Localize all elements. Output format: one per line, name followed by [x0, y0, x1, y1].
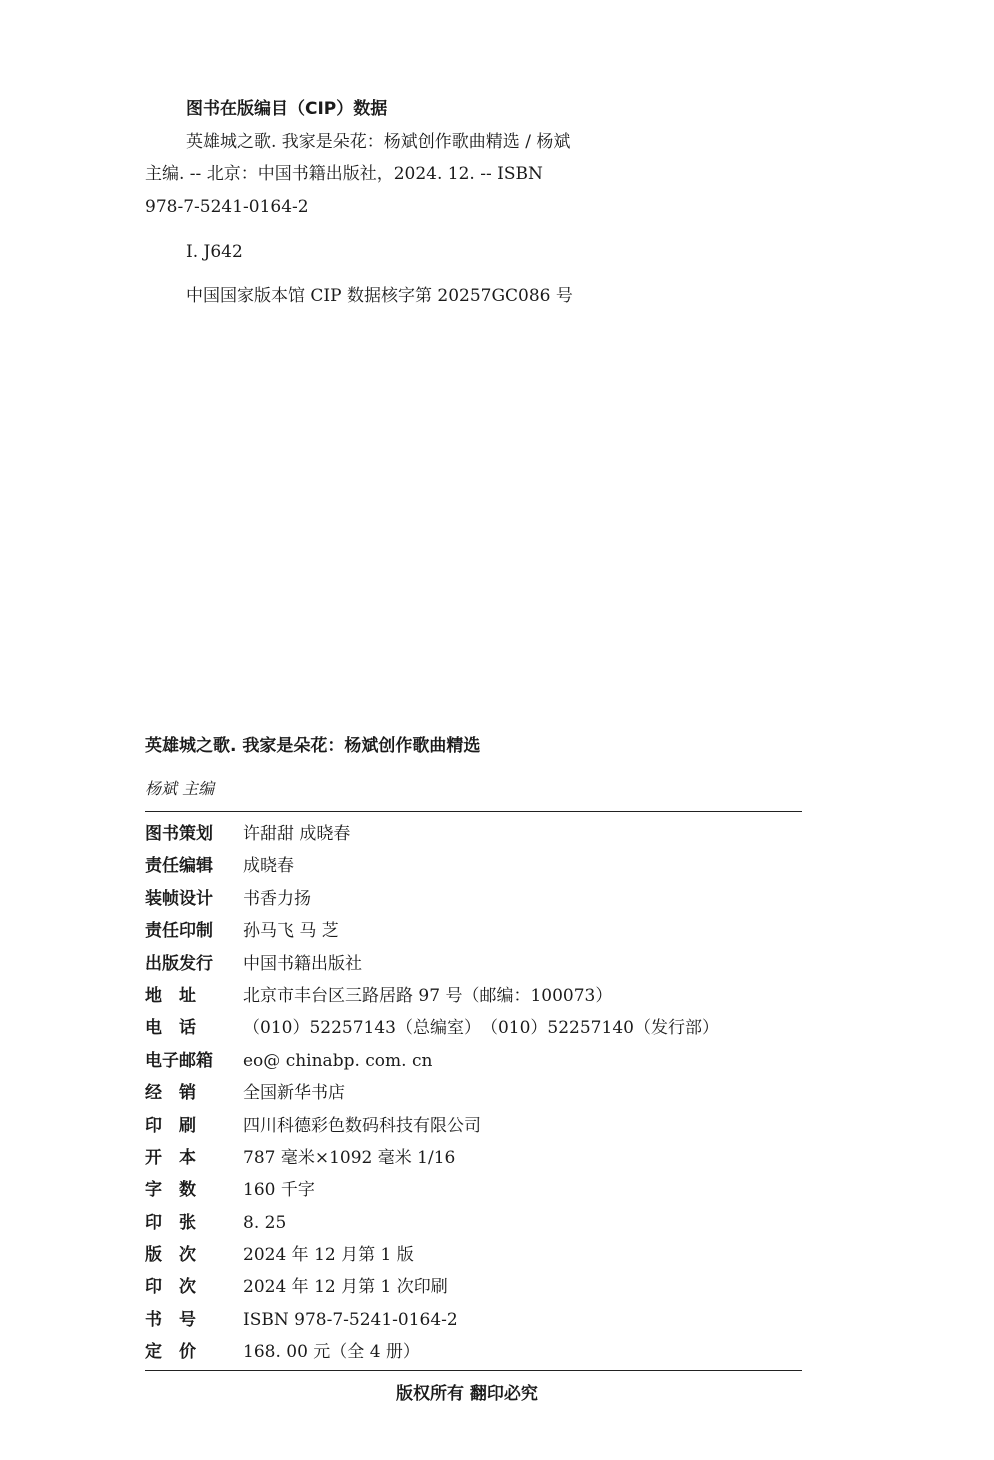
info-value: 全国新华书店: [243, 1083, 345, 1104]
info-row-design: [145, 887, 805, 919]
info-value: 书香力扬: [243, 888, 311, 909]
info-value: eo@ chinabp. com. cn: [243, 1050, 433, 1071]
cip-line-3: 978-7-5241-0164-2: [145, 197, 309, 217]
info-row-price: [145, 1340, 805, 1372]
info-value: 787 毫米×1092 毫米 1/16: [243, 1147, 456, 1168]
info-value: 许甜甜 成晓春: [243, 824, 351, 844]
info-value: 168. 00 元（全 4 册）: [243, 1342, 420, 1363]
top-divider: [145, 811, 802, 812]
info-value: 中国书籍出版社: [243, 953, 362, 974]
info-label: 经 销: [145, 1083, 196, 1104]
cip-line-2: 主编. -- 北京：中国书籍出版社，2024. 12. -- ISBN: [145, 164, 543, 184]
info-label: 印 张: [145, 1212, 196, 1233]
info-row-edition: [145, 1243, 805, 1275]
info-row-planning: [145, 822, 805, 854]
info-row-email: [145, 1049, 805, 1081]
info-row-format: [145, 1146, 805, 1178]
info-label: 字 数: [145, 1180, 196, 1201]
info-value: 北京市丰台区三路居路 97 号（邮编：100073）: [243, 985, 613, 1006]
book-title: 英雄城之歌. 我家是朵花：杨斌创作歌曲精选: [145, 736, 481, 756]
info-row-editor: [145, 854, 805, 886]
info-row-address: [145, 984, 805, 1016]
info-label: 开 本: [145, 1147, 196, 1168]
info-label: 地 址: [145, 985, 196, 1006]
info-label: 书 号: [145, 1309, 196, 1330]
info-label: 责任印制: [145, 921, 213, 942]
info-label: 版 次: [145, 1245, 196, 1266]
info-label: 图书策划: [145, 824, 213, 844]
info-label: 电 话: [145, 1018, 196, 1039]
info-row-sheets: [145, 1211, 805, 1243]
info-row-phone: [145, 1016, 805, 1048]
info-label: 印 刷: [145, 1115, 196, 1136]
info-value: 2024 年 12 月第 1 版: [243, 1245, 414, 1266]
info-row-word-count: [145, 1178, 805, 1210]
info-value: （010）52257143（总编室） （010）52257140（发行部）: [243, 1018, 719, 1039]
info-value: ISBN 978-7-5241-0164-2: [243, 1309, 458, 1330]
cip-title: 图书在版编目（CIP）数据: [186, 99, 388, 119]
info-label: 印 次: [145, 1277, 196, 1298]
cip-classification: Ⅰ. J642: [186, 242, 243, 262]
publication-info-table: [145, 822, 805, 1373]
book-editor: 杨斌 主编: [145, 779, 215, 798]
info-row-distributor: [145, 1081, 805, 1113]
info-label: 出版发行: [145, 953, 213, 974]
info-label: 责任编辑: [145, 856, 213, 877]
info-row-printer: [145, 1114, 805, 1146]
copyright-notice: 版权所有 翻印必究: [396, 1384, 538, 1404]
info-value: 2024 年 12 月第 1 次印刷: [243, 1277, 448, 1298]
info-row-printing-supervisor: [145, 919, 805, 951]
info-value: 孙马飞 马 芝: [243, 921, 339, 942]
info-value: 160 千字: [243, 1180, 315, 1201]
info-value: 四川科德彩色数码科技有限公司: [243, 1115, 481, 1136]
info-label: 电子邮箱: [145, 1050, 213, 1071]
info-value: 8. 25: [243, 1212, 287, 1233]
info-label: 装帧设计: [145, 888, 213, 909]
cip-record-number: 中国国家版本馆 CIP 数据核字第 20257GC086 号: [186, 286, 573, 306]
info-label: 定 价: [145, 1342, 196, 1363]
info-row-isbn: [145, 1308, 805, 1340]
bottom-divider: [145, 1370, 802, 1371]
info-row-publisher: [145, 952, 805, 984]
info-value: 成晓春: [243, 856, 294, 877]
info-row-impression: [145, 1275, 805, 1307]
cip-line-1: 英雄城之歌. 我家是朵花：杨斌创作歌曲精选 / 杨斌: [186, 132, 571, 152]
